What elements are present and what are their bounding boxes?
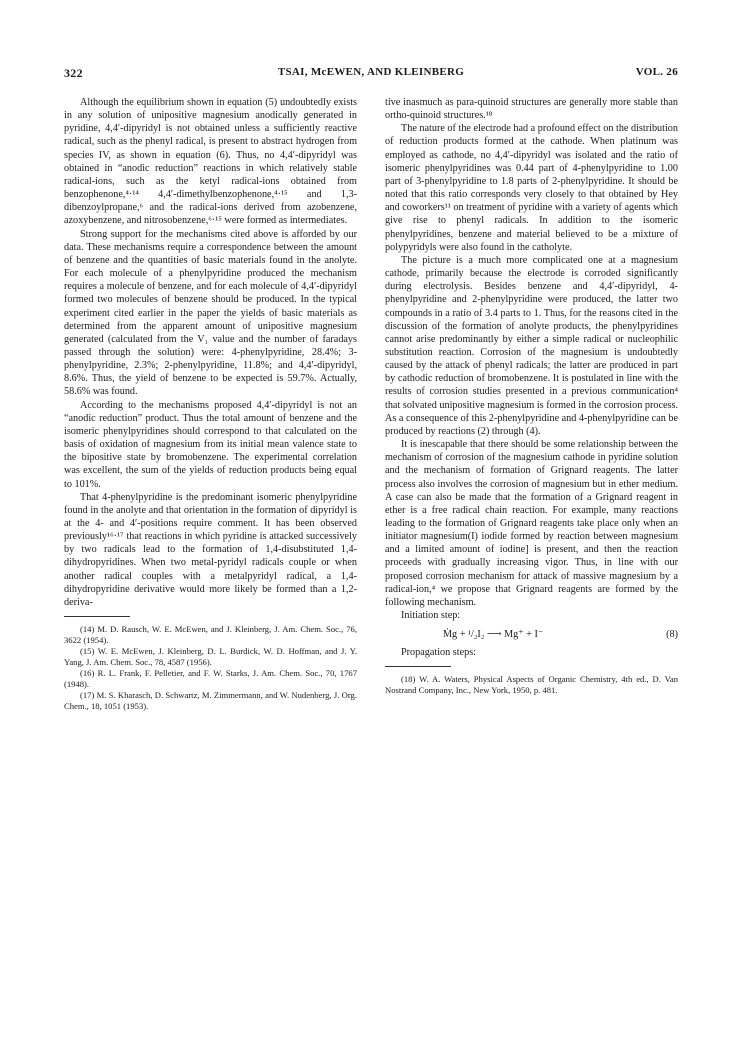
body-paragraph: It is inescapable that there should be some relationship between the mechanism of corrosion of the magnesium cathode in pyridine solution and the mechanism of formation of Grignard reagents. The latter process also involves the corrosion of magnesium but in ether medium. A case can also be made that the formation of a Grignard reagent in ether is a free radical chain reaction. For example, many reactions leading to the formation of Grignard reagents take place only when an initiator magnesium(I) iodide formed by reaction between magnesium and a limited amount of iodine] is present, and then the reaction proceeds with gradually increasing vigor. Thus, in line with our proposed corrosion mechanism for attack of massive magnesium by a radical-ion,⁴ we propose that Grignard reagents are formed by the following mechanism.: [385, 439, 678, 608]
body-paragraph: That 4-phenylpyridine is the predominant isomeric phenylpyridine found in the anolyte and that orientation in the formation of dipyridyl is at the 4- and 4′-positions require comment. It has been observed previously¹⁶·¹⁷ that reactions in which pyridine is attacked successively by two radicals lead to the formation of 1,4-disubstituted 1,4-dihydropyridines. When two metal-pyridyl radicals couple or when another radical couples with a metalpyridyl radical, a 1,4-dihydropyridine derivative would more likely be formed than a 1,2-deriva-: [64, 491, 357, 608]
footnote-divider: [64, 616, 130, 617]
page-number: 322: [64, 66, 83, 80]
footnote-divider: [385, 666, 451, 667]
body-paragraph: According to the mechanisms proposed 4,4′-dipyridyl is not an “anodic reduction” product. Thus the total amount of benzene and the isomeric phenylpyridines should correspond to that calculated on the basis of oxidation of magnesium from its initial mean valence state to the bipositive state by bromobenzene. The experimental correlation was excellent, the sum of the yields of reduction products being equal to 101%.: [64, 399, 357, 490]
running-header: [64, 66, 678, 82]
equation-8: [385, 626, 678, 644]
body-paragraph-continued: tive inasmuch as para-quinoid structures are generally more stable than ortho-quinoid structures.¹⁸: [385, 97, 678, 122]
running-title: TSAI, McEWEN, AND KLEINBERG: [277, 66, 465, 78]
volume-label: VOL. 26: [635, 66, 678, 78]
body-paragraph: The picture is a much more complicated one at a magnesium cathode, primarily because the electrode is corroded significantly during electrolysis. Besides benzene and 4,4′-dipyridyl, 4-phenylpyridine and 2-phenylpyridine were produced, the latter two compounds in a ratio of 3.4 parts to 1. Thus, for the reasons cited in the discussion of the formation of anolyte products, the phenylpyridines cannot arise predominantly by either a simple radical or nucleophilic substitution reaction. Corrosion of the magnesium is undoubtedly caused by the attack of phenyl radicals; the latter are produced in part by cathodic reduction of bromobenzene. It is postulated in line with the results of corrosion studies presented in a previous communication⁴ that solvated unipositive magnesium is formed in the corrosion process. As a consequence of this 2-phenylpyridine and 4-phenylpyridine can be produced by reactions (2) through (4).: [385, 254, 678, 437]
footnote: (17) M. S. Kharasch, D. Schwartz, M. Zimmermann, and W. Nudenberg, J. Org. Chem., 18, 1051 (1953).: [64, 690, 357, 712]
right-column: [385, 96, 678, 696]
left-column: [64, 96, 357, 712]
footnote: (14) M. D. Rausch, W. E. McEwen, and J. Kleinberg, J. Am. Chem. Soc., 76, 3622 (1954).: [64, 624, 357, 646]
footnote: (15) W. E. McEwen, J. Kleinberg, D. L. Burdick, W. D. Hoffman, and J. Y. Yang, J. Am. Chem. Soc., 78, 4587 (1956).: [64, 646, 357, 668]
body-paragraph: Although the equilibrium shown in equation (5) undoubtedly exists in any solution of unipositive magnesium anodically generated in pyridine, 4,4′-dipyridyl is not obtained unless a sufficiently reactive radical, such as the phenyl radical, is present to abstract hydrogen from species IV, as shown in equation (6). Thus, no 4,4′-dipyridyl was obtained in “anodic reduction” reactions in which relatively stable radical-ions, such as the ketyl radical-ions obtained from benzophenone,⁴·¹⁴ 4,4′-dimethylbenzophenone,⁴·¹⁵ and 1,3-dibenzoylpropane,⁶ and the radical-ions derived from azobenzene, azoxybenzene, and nitrosobenzene,⁶·¹⁵ were formed as intermediates.: [64, 97, 357, 227]
equation-body: Ṁg + ¹/₂I₂ ⟶ Mg⁺ + I⁻: [443, 629, 544, 641]
footnote: (16) R. L. Frank, F. Pelletier, and F. W. Starks, J. Am. Chem. Soc., 70, 1767 (1948).: [64, 668, 357, 690]
propagation-steps-label: Propagation steps:: [401, 647, 476, 659]
initiation-step-label: Initiation step:: [401, 610, 461, 622]
body-paragraph: Strong support for the mechanisms cited above is afforded by our data. These mechanisms require a correspondence between the amount of benzene and the quantities of basic materials found in the anolyte. For each molecule of a phenylpyridine produced the mechanism requires a molecule of benzene, and for each molecule of 4,4′-dipyridyl formed two molecules of benzene should be produced. In the typical experiment cited earlier in the paper the yields of basic materials as determined from the apparent amount of unipositive magnesium generated (calculated from the V₁ value and the number of faradays passed through the solution) were: 4-phenylpyridine, 28.4%; 3-phenylpyridine, 2.3%; 2-phenylpyridine, 11.8%; and 4,4′-dipyridyl, 8.6%. Thus, the yield of benzene to be expected is 59.7%. Actually, 58.6% was found.: [64, 228, 357, 398]
body-paragraph: The nature of the electrode had a profound effect on the distribution of reduction products formed at the cathode. When platinum was employed as cathode, no 4,4′-dipyridyl was isolated and the ratio of isomeric phenylpyridines was 0.44 part of 4-phenylpyridine to 1.00 part of 3-phenylpyridine to 1.8 parts of 2-phenylpyridine. It should be noted that this ratio corresponds very closely to that obtained by Hey and coworkers¹¹ on treatment of pyridine with a variety of agents which give rise to phenyl radicals. In addition to the isomeric phenylpyridines, benzene and material believed to be a mixture of polypyridyls were also found in the catholyte.: [385, 123, 678, 253]
footnote: (18) W. A. Waters, Physical Aspects of Organic Chemistry, 4th ed., D. Van Nostrand Company, Inc., New York, 1950, p. 481.: [385, 674, 678, 696]
equation-number: (8): [666, 629, 678, 641]
